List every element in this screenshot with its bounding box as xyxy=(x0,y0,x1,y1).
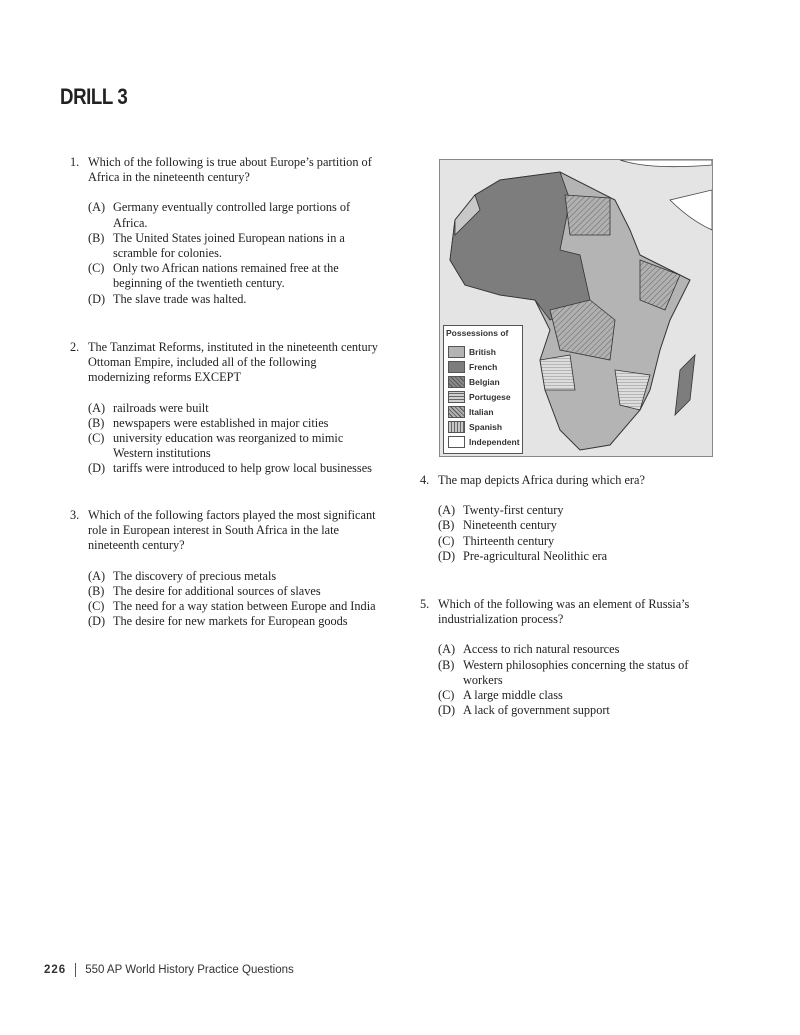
option-text: Africa. xyxy=(113,215,148,230)
option-text: The United States joined European nations in a xyxy=(113,230,345,245)
option-text: workers xyxy=(463,672,503,687)
option-text: beginning of the twentieth century. xyxy=(113,276,285,291)
option-letter: (B) xyxy=(438,657,455,672)
legend-item xyxy=(448,421,502,433)
question-number: 3. xyxy=(70,508,80,522)
page-footer xyxy=(44,963,294,977)
option-text: The desire for additional sources of slaves xyxy=(113,583,321,598)
option-text: tariffs were introduced to help grow local businesses xyxy=(113,461,372,476)
option-letter: (D) xyxy=(88,461,106,476)
answer-option xyxy=(88,416,390,431)
option-letter: (B) xyxy=(88,583,105,598)
option-letter: (C) xyxy=(88,431,105,446)
legend-label: Spanish xyxy=(469,422,503,432)
legend-item xyxy=(448,361,497,373)
question-3 xyxy=(70,508,390,629)
map-legend xyxy=(443,325,523,454)
option-text: Pre-agricultural Neolithic era xyxy=(463,548,608,563)
answer-options xyxy=(70,200,390,306)
question-stem xyxy=(70,155,390,185)
option-text: Only two African nations remained free at the xyxy=(113,261,339,276)
option-letter: (A) xyxy=(438,503,456,518)
legend-swatch xyxy=(448,346,465,358)
answer-option xyxy=(88,401,390,416)
option-text: The desire for new markets for European goods xyxy=(113,614,348,629)
page-number: 226 xyxy=(44,964,67,976)
option-text: railroads were built xyxy=(113,400,209,415)
question-number: 2. xyxy=(70,340,80,354)
footer-divider xyxy=(75,963,76,977)
legend-item xyxy=(448,406,494,418)
answer-options xyxy=(420,642,720,718)
legend-item xyxy=(448,346,496,358)
answer-option xyxy=(438,658,720,688)
answer-options xyxy=(70,401,390,477)
option-letter: (D) xyxy=(88,614,106,629)
stem-line: Ottoman Empire, included all of the following xyxy=(88,355,317,370)
answer-option xyxy=(88,200,390,230)
legend-swatch xyxy=(448,391,465,403)
legend-label: Independent xyxy=(469,437,520,447)
question-4 xyxy=(420,473,720,564)
answer-option xyxy=(88,231,390,261)
legend-label: Belgian xyxy=(469,377,500,387)
answer-option xyxy=(88,584,390,599)
option-letter: (D) xyxy=(88,291,106,306)
option-letter: (D) xyxy=(438,703,456,718)
answer-option xyxy=(88,261,390,291)
stem-line: The map depicts Africa during which era? xyxy=(438,473,645,487)
option-letter: (A) xyxy=(88,200,106,215)
legend-swatch xyxy=(448,421,465,433)
stem-line: role in European interest in South Africa in the late xyxy=(88,523,339,538)
question-stem xyxy=(420,597,720,627)
book-title: 550 AP World History Practice Questions xyxy=(85,964,294,976)
legend-swatch xyxy=(448,436,465,448)
option-text: newspapers were established in major cities xyxy=(113,415,329,430)
legend-swatch xyxy=(448,361,465,373)
stem-line: Africa in the nineteenth century? xyxy=(88,170,250,185)
legend-item xyxy=(448,391,511,403)
legend-swatch xyxy=(448,376,465,388)
option-text: The slave trade was halted. xyxy=(113,291,247,306)
answer-option xyxy=(88,569,390,584)
legend-label: Italian xyxy=(469,407,494,417)
question-number: 4. xyxy=(420,473,430,487)
answer-option xyxy=(438,503,720,518)
answer-option xyxy=(88,599,390,614)
drill-title: DRILL 3 xyxy=(60,84,128,109)
option-letter: (B) xyxy=(88,415,105,430)
option-text: Thirteenth century xyxy=(463,533,555,548)
option-letter: (A) xyxy=(88,400,106,415)
question-2 xyxy=(70,340,390,477)
legend-swatch xyxy=(448,406,465,418)
option-letter: (C) xyxy=(88,261,105,276)
option-text: Access to rich natural resources xyxy=(463,642,620,657)
answer-option xyxy=(88,431,390,461)
legend-label: French xyxy=(469,362,498,372)
option-letter: (B) xyxy=(88,230,105,245)
answer-option xyxy=(438,518,720,533)
legend-item xyxy=(448,376,500,388)
answer-options xyxy=(420,503,720,564)
stem-line: industrialization process? xyxy=(438,612,564,627)
legend-label: Portugese xyxy=(469,392,511,402)
answer-option xyxy=(438,703,720,718)
question-1 xyxy=(70,155,390,307)
option-text: A lack of government support xyxy=(463,703,610,718)
option-text: Western institutions xyxy=(113,446,211,461)
stem-line: The Tanzimat Reforms, instituted in the nineteenth century xyxy=(88,340,378,354)
option-text: Western philosophies concerning the status of xyxy=(463,657,689,672)
option-text: Nineteenth century xyxy=(463,518,557,533)
legend-label: British xyxy=(469,347,496,357)
question-stem xyxy=(70,508,390,554)
option-letter: (A) xyxy=(438,642,456,657)
answer-option xyxy=(88,614,390,629)
stem-line: nineteenth century? xyxy=(88,538,185,553)
option-letter: (C) xyxy=(438,533,455,548)
answer-option xyxy=(438,549,720,564)
option-text: university education was reorganized to mimic xyxy=(113,431,344,446)
option-letter: (C) xyxy=(438,688,455,703)
answer-option xyxy=(88,461,390,476)
stem-line: Which of the following was an element of Russia’s xyxy=(438,597,690,611)
question-stem xyxy=(70,340,390,386)
option-text: scramble for colonies. xyxy=(113,246,222,261)
legend-item xyxy=(448,436,520,448)
question-number: 5. xyxy=(420,597,430,611)
option-text: The discovery of precious metals xyxy=(113,568,277,583)
question-5 xyxy=(420,597,720,718)
option-letter: (A) xyxy=(88,568,106,583)
option-text: A large middle class xyxy=(463,688,563,703)
question-stem xyxy=(420,473,720,488)
option-text: The need for a way station between Europe and India xyxy=(113,599,376,614)
option-text: Germany eventually controlled large portions of xyxy=(113,200,351,215)
option-letter: (B) xyxy=(438,518,455,533)
legend-title: Possessions of xyxy=(446,328,509,338)
stem-line: modernizing reforms EXCEPT xyxy=(88,370,241,385)
stem-line: Which of the following is true about Europe’s partition of xyxy=(88,155,372,169)
option-text: Twenty-first century xyxy=(463,503,564,518)
answer-option xyxy=(88,292,390,307)
africa-colonial-map xyxy=(439,159,713,457)
option-letter: (D) xyxy=(438,548,456,563)
answer-option xyxy=(438,534,720,549)
answer-option xyxy=(438,688,720,703)
question-number: 1. xyxy=(70,155,80,169)
answer-options xyxy=(70,569,390,630)
option-letter: (C) xyxy=(88,599,105,614)
answer-option xyxy=(438,642,720,657)
stem-line: Which of the following factors played the most significant xyxy=(88,508,376,522)
